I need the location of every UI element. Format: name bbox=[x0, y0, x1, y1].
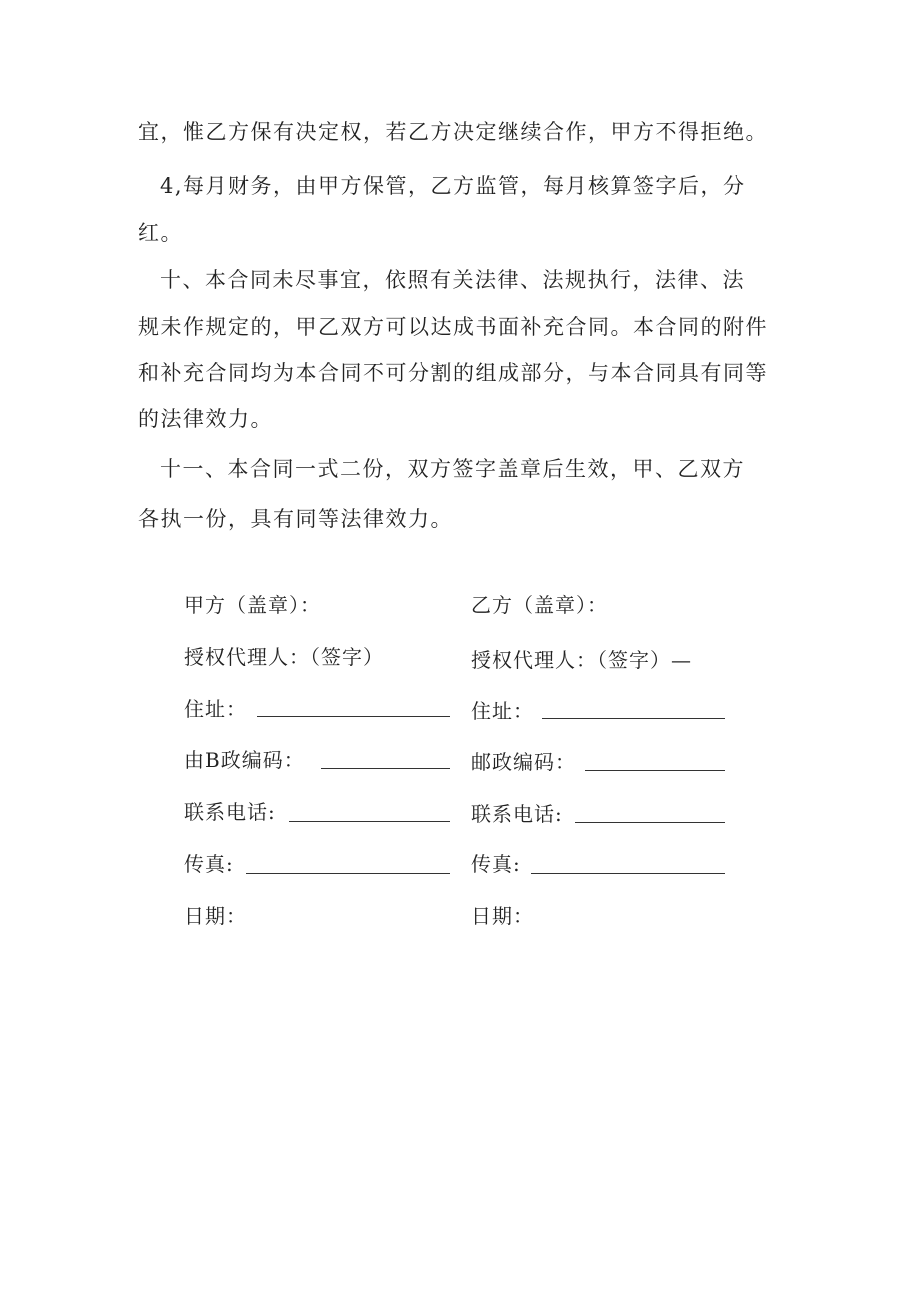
party-a-postcode-label: 由B政编码： bbox=[184, 748, 305, 772]
party-a-postcode-blank[interactable] bbox=[321, 768, 450, 769]
party-b-postcode-blank[interactable] bbox=[585, 770, 725, 771]
paragraph-line: 和补充合同均为本合同不可分割的组成部分，与本合同具有同等 bbox=[138, 361, 768, 385]
party-a-seal-label: 甲方（盖章）： bbox=[184, 593, 321, 617]
party-a-date-label: 日期： bbox=[184, 904, 247, 928]
party-b-address-blank[interactable] bbox=[542, 718, 725, 719]
party-b-address-label: 住址： bbox=[471, 699, 534, 723]
paragraph-line: 的法律效力。 bbox=[138, 407, 273, 431]
party-b-date-label: 日期： bbox=[471, 904, 534, 928]
paragraph-line: 十、本合同未尽事宜，依照有关法律、法规执行，法律、法 bbox=[160, 268, 745, 292]
paragraph-line: 各执一份，具有同等法律效力。 bbox=[138, 507, 453, 531]
party-b-agent-label: 授权代理人：（签字）— bbox=[471, 648, 692, 672]
party-a-address-label: 住址： bbox=[184, 697, 247, 721]
party-b-phone-label: 联系电话: bbox=[471, 802, 563, 826]
party-b-phone-blank[interactable] bbox=[575, 822, 725, 823]
party-a-phone-blank[interactable] bbox=[289, 821, 450, 822]
paragraph-line: 4,每月财务，由甲方保管，乙方监管，每月核算签字后，分 bbox=[160, 174, 746, 198]
party-a-fax-label: 传真: bbox=[184, 852, 234, 876]
paragraph-line: 宜，惟乙方保有决定权，若乙方决定继续合作，甲方不得拒绝。 bbox=[138, 120, 768, 144]
party-b-fax-label: 传真: bbox=[471, 852, 521, 876]
party-b-postcode-label: 邮政编码： bbox=[471, 750, 576, 774]
paragraph-line: 红。 bbox=[138, 221, 183, 245]
paragraph-line: 十一、本合同一式二份，双方签字盖章后生效，甲、乙双方 bbox=[160, 457, 745, 481]
party-a-fax-blank[interactable] bbox=[246, 873, 450, 874]
paragraph-line: 规未作规定的，甲乙双方可以达成书面补充合同。本合同的附件 bbox=[138, 315, 768, 339]
party-a-phone-label: 联系电话: bbox=[184, 800, 276, 824]
party-b-fax-blank[interactable] bbox=[531, 873, 725, 874]
party-b-seal-label: 乙方（盖章）： bbox=[471, 593, 608, 617]
party-a-agent-label: 授权代理人：（签字） bbox=[184, 645, 384, 669]
party-a-address-blank[interactable] bbox=[257, 716, 450, 717]
